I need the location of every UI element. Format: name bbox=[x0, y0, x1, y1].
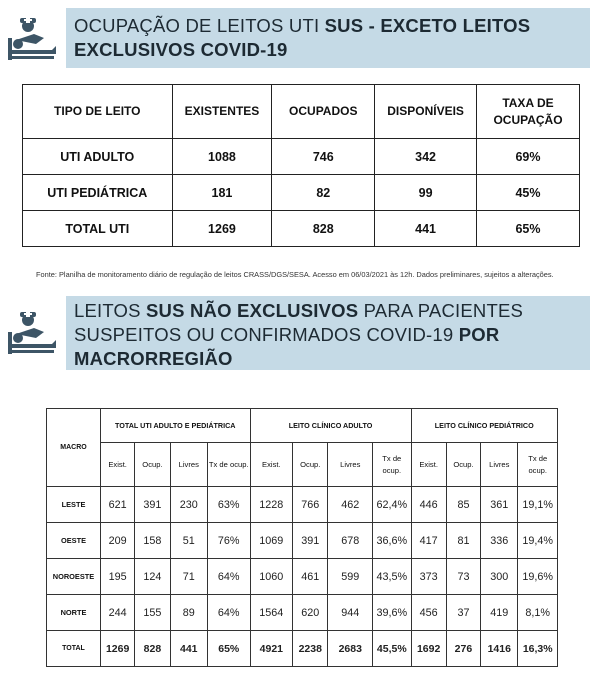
subheader: Ocup. bbox=[135, 443, 170, 487]
table-cell: 441 bbox=[170, 631, 207, 667]
subheader: Ocup. bbox=[446, 443, 480, 487]
subheader: Livres bbox=[170, 443, 207, 487]
column-header: DISPONÍVEIS bbox=[375, 85, 477, 139]
table-cell: 391 bbox=[293, 523, 328, 559]
group-header: LEITO CLÍNICO ADULTO bbox=[250, 409, 411, 443]
subheader: Tx de ocup. bbox=[518, 443, 558, 487]
subheader: Livres bbox=[328, 443, 373, 487]
table-cell: 456 bbox=[411, 595, 446, 631]
table-cell: 155 bbox=[135, 595, 170, 631]
table-cell: 620 bbox=[293, 595, 328, 631]
table-cell: 1269 bbox=[172, 211, 272, 247]
table-cell: 300 bbox=[481, 559, 518, 595]
table-cell: 19,6% bbox=[518, 559, 558, 595]
table-cell: 419 bbox=[481, 595, 518, 631]
table-cell: 342 bbox=[375, 139, 477, 175]
table-cell: 81 bbox=[446, 523, 480, 559]
section2-title-part4: POR MACRORREGIÃO bbox=[74, 324, 500, 369]
table-cell: 1564 bbox=[250, 595, 293, 631]
hospital-bed-patient-icon bbox=[6, 16, 58, 64]
subheader: Tx de ocup. bbox=[373, 443, 411, 487]
table-cell: 64% bbox=[207, 559, 250, 595]
macro-name-cell: TOTAL bbox=[47, 631, 101, 667]
table-cell: 45% bbox=[477, 175, 580, 211]
column-header: OCUPADOS bbox=[272, 85, 375, 139]
table-cell: 65% bbox=[207, 631, 250, 667]
table-cell: 63% bbox=[207, 487, 250, 523]
table-cell: 1269 bbox=[101, 631, 135, 667]
subheader: Exist. bbox=[411, 443, 446, 487]
table-cell: 19,4% bbox=[518, 523, 558, 559]
table-cell: 62,4% bbox=[373, 487, 411, 523]
table-cell: 2238 bbox=[293, 631, 328, 667]
column-header: TIPO DE LEITO bbox=[23, 85, 173, 139]
table-cell: 181 bbox=[172, 175, 272, 211]
section2-title-part2: SUS NÃO EXCLUSIVOS bbox=[146, 300, 359, 321]
section1-title bbox=[74, 14, 584, 62]
macro-header: MACRO bbox=[47, 409, 101, 487]
table-cell: 16,3% bbox=[518, 631, 558, 667]
table-row bbox=[47, 523, 558, 559]
table-cell: 85 bbox=[446, 487, 480, 523]
table-cell: 4921 bbox=[250, 631, 293, 667]
table-cell: 828 bbox=[135, 631, 170, 667]
table-cell: 461 bbox=[293, 559, 328, 595]
table-cell: 230 bbox=[170, 487, 207, 523]
table-cell: 828 bbox=[272, 211, 375, 247]
section1-title-regular: OCUPAÇÃO DE LEITOS UTI bbox=[74, 15, 325, 36]
table-cell: 244 bbox=[101, 595, 135, 631]
source-note: Fonte: Planilha de monitoramento diário de regulação de leitos CRASS/DGS/SESA. Acesso em 06/03/2021 às 12h. Dados preliminares, sujeitos a alterações. bbox=[36, 270, 554, 279]
table-cell: 1692 bbox=[411, 631, 446, 667]
subheader: Tx de ocup. bbox=[207, 443, 250, 487]
table-cell: 158 bbox=[135, 523, 170, 559]
table-cell: 746 bbox=[272, 139, 375, 175]
table-header-row bbox=[23, 85, 580, 139]
section2-title-part1: LEITOS bbox=[74, 300, 147, 321]
column-header: EXISTENTES bbox=[172, 85, 272, 139]
table-cell: 43,5% bbox=[373, 559, 411, 595]
subheader-row bbox=[47, 443, 558, 487]
table-cell: 124 bbox=[135, 559, 170, 595]
subheader: Exist. bbox=[250, 443, 293, 487]
table-cell: 621 bbox=[101, 487, 135, 523]
table-cell: 944 bbox=[328, 595, 373, 631]
group-header: TOTAL UTI ADULTO E PEDIÁTRICA bbox=[101, 409, 251, 443]
table-cell: 82 bbox=[272, 175, 375, 211]
subheader: Exist. bbox=[101, 443, 135, 487]
column-header: TAXA DE OCUPAÇÃO bbox=[477, 85, 580, 139]
table-cell: 391 bbox=[135, 487, 170, 523]
table-cell: 19,1% bbox=[518, 487, 558, 523]
table-cell: 2683 bbox=[328, 631, 373, 667]
section2-title bbox=[74, 299, 564, 371]
table-cell: 417 bbox=[411, 523, 446, 559]
subheader: Ocup. bbox=[293, 443, 328, 487]
table-cell: 71 bbox=[170, 559, 207, 595]
macro-name-cell: LESTE bbox=[47, 487, 101, 523]
table-cell: 45,5% bbox=[373, 631, 411, 667]
table-cell: 65% bbox=[477, 211, 580, 247]
table-row bbox=[47, 595, 558, 631]
table-cell: 51 bbox=[170, 523, 207, 559]
table-cell: 276 bbox=[446, 631, 480, 667]
table-cell: 766 bbox=[293, 487, 328, 523]
table-row bbox=[47, 487, 558, 523]
macro-name-cell: NORTE bbox=[47, 595, 101, 631]
section2-title-part3: PARA PACIENTES SUSPEITOS OU CONFIRMADOS COVID-19 bbox=[74, 300, 524, 345]
table-row bbox=[23, 139, 580, 175]
table-row bbox=[23, 175, 580, 211]
table-cell: 36,6% bbox=[373, 523, 411, 559]
table-cell: 1416 bbox=[481, 631, 518, 667]
table-cell: 209 bbox=[101, 523, 135, 559]
table-cell: 336 bbox=[481, 523, 518, 559]
table-cell: 599 bbox=[328, 559, 373, 595]
hospital-bed-patient-icon bbox=[6, 310, 58, 358]
table-cell: 76% bbox=[207, 523, 250, 559]
group-header: LEITO CLÍNICO PEDIÁTRICO bbox=[411, 409, 558, 443]
table-row bbox=[47, 559, 558, 595]
table-cell: UTI ADULTO bbox=[23, 139, 173, 175]
table-row bbox=[23, 211, 580, 247]
table-cell: 69% bbox=[477, 139, 580, 175]
table-cell: 99 bbox=[375, 175, 477, 211]
group-header-row bbox=[47, 409, 558, 443]
table-cell: 195 bbox=[101, 559, 135, 595]
table-cell: 373 bbox=[411, 559, 446, 595]
uti-occupancy-table bbox=[22, 84, 580, 247]
table-cell: 64% bbox=[207, 595, 250, 631]
table-cell: 441 bbox=[375, 211, 477, 247]
section1-title-bold: SUS - EXCETO LEITOS EXCLUSIVOS COVID-19 bbox=[74, 15, 531, 60]
table-cell: UTI PEDIÁTRICA bbox=[23, 175, 173, 211]
table-cell: 1228 bbox=[250, 487, 293, 523]
macro-name-cell: OESTE bbox=[47, 523, 101, 559]
table-cell: 73 bbox=[446, 559, 480, 595]
table-cell: 361 bbox=[481, 487, 518, 523]
table-cell: 446 bbox=[411, 487, 446, 523]
table-cell: 678 bbox=[328, 523, 373, 559]
macroregion-table bbox=[46, 408, 558, 667]
table-cell: 37 bbox=[446, 595, 480, 631]
table-cell: 1088 bbox=[172, 139, 272, 175]
table-row bbox=[47, 631, 558, 667]
table-cell: 1060 bbox=[250, 559, 293, 595]
table-cell: 89 bbox=[170, 595, 207, 631]
table-cell: TOTAL UTI bbox=[23, 211, 173, 247]
table-cell: 8,1% bbox=[518, 595, 558, 631]
table-cell: 462 bbox=[328, 487, 373, 523]
table-cell: 1069 bbox=[250, 523, 293, 559]
macro-name-cell: NOROESTE bbox=[47, 559, 101, 595]
table-cell: 39,6% bbox=[373, 595, 411, 631]
subheader: Livres bbox=[481, 443, 518, 487]
